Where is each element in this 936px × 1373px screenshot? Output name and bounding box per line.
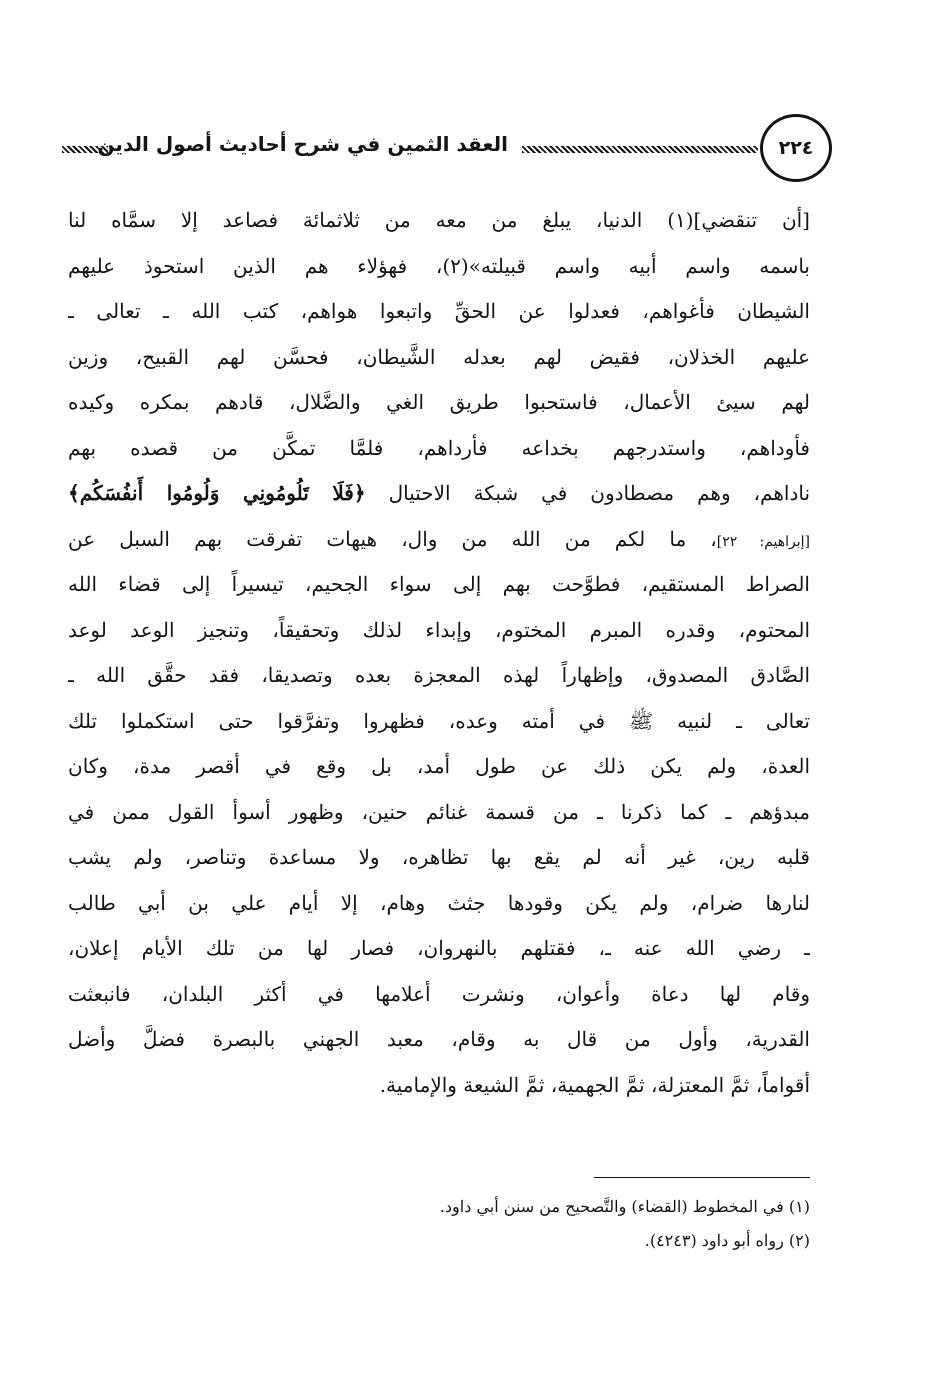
book-title: العقد الثمين في شرح أحاديث أصول الدين xyxy=(97,132,508,156)
text-line: عليهم الخذلان، فقيض لهم بعدله الشَّيطان، فحسَّن لهم القبيح، وزين xyxy=(68,344,810,369)
quran-quote: ﴿فَلَا تَلُومُونِي وَلُومُوا أَنفُسَكُم﴾ xyxy=(68,481,366,505)
text-line: [أن تنقضي](١) الدنيا، يبلغ من معه من ثلاثمائة فصاعد إلا سمَّاه لنا xyxy=(68,208,810,232)
footnotes xyxy=(300,1190,810,1258)
text-line: لهم سيئ الأعمال، فاستحبوا طريق الغي والضَّلال، قادهم بمكره وكيده xyxy=(68,390,810,414)
text-line: الشيطان فأغواهم، فعدلوا عن الحقِّ واتبعوا هواهم، كتب الله ـ تعالى ـ xyxy=(68,299,810,323)
main-text xyxy=(68,198,810,1108)
footnote-1: (١) في المخطوط (القضاء) والتَّصحيح من سنن أبي داود. xyxy=(439,1197,810,1216)
text-line: وقام لها دعاة وأعوان، ونشرت أعلامها في أكثر البلدان، فانبعثت xyxy=(68,981,810,1006)
verse-citation: [إبراهيم: ٢٢] xyxy=(716,533,810,550)
text-line: القدرية، وأول من قال به وقام، معبد الجهني بالبصرة فضلَّ وأضل xyxy=(68,1027,810,1051)
text-line: باسمه واسم أبيه واسم قبيلته»(٢)، فهؤلاء هم الذين استحوذ عليهم xyxy=(68,253,810,278)
text-segment: ناداهم، وهم مصطادون في شبكة الاحتيال xyxy=(388,481,810,505)
text-line: فأوداهم، واستدرجهم بخداعه فأرداهم، فلمَّا تمكَّن من قصده بهم xyxy=(68,435,810,460)
text-line: قلبه رين، غير أنه لم يقع بها تظاهره، ولا مساعدة وتناصر، ولم يشب xyxy=(68,845,810,869)
text-segment: ، ما لكم من الله من وال، هيهات تفرقت بهم السبل عن xyxy=(68,526,717,551)
text-line-with-quote xyxy=(68,471,810,517)
text-line: المحتوم، وقدره المبرم المختوم، وإبداء لذلك وتحقيقاً، وتنجيز الوعد لوعد xyxy=(68,617,810,642)
text-line: مبدؤهم ـ كما ذكرنا ـ من قسمة غنائم حنين، وظهور أسوأ القول ممن في xyxy=(68,799,810,824)
text-line: ـ رضي الله عنه ـ، فقتلهم بالنهروان، فصار لها من تلك الأيام إعلان، xyxy=(68,936,810,960)
header-ornament-right xyxy=(522,146,758,153)
text-line-with-citation xyxy=(68,517,810,563)
footnote-2: (٢) رواه أبو داود (٤٢٤٣). xyxy=(644,1231,810,1250)
text-line: الصَّادق المصدوق، وإظهاراً لهذه المعجزة بعده وتصديقا، فقد حقَّق الله ـ xyxy=(68,663,810,687)
text-line: العدة، ولم يكن ذلك عن طول أمد، بل وقع في أقصر مدة، وكان xyxy=(68,754,810,778)
text-line: لنارها ضرام، ولم يكن وقودها جثث وهام، إلا أيام علي بن أبي طالب xyxy=(68,890,810,915)
text-line: الصراط المستقيم، فطوَّحت بهم إلى سواء الجحيم، تيسيراً إلى قضاء الله xyxy=(68,572,810,596)
running-header xyxy=(62,110,832,188)
page-number: ٢٢٤ xyxy=(760,114,832,182)
text-line: أقواماً، ثمَّ المعتزلة، ثمَّ الجهمية، ثمَّ الشيعة والإمامية. xyxy=(379,1072,810,1097)
text-line: تعالى ـ لنبيه ﷺ في أمته وعده، فظهروا وتفرَّقوا حتى استكملوا تلك xyxy=(68,708,810,733)
footnote-divider xyxy=(594,1177,810,1178)
